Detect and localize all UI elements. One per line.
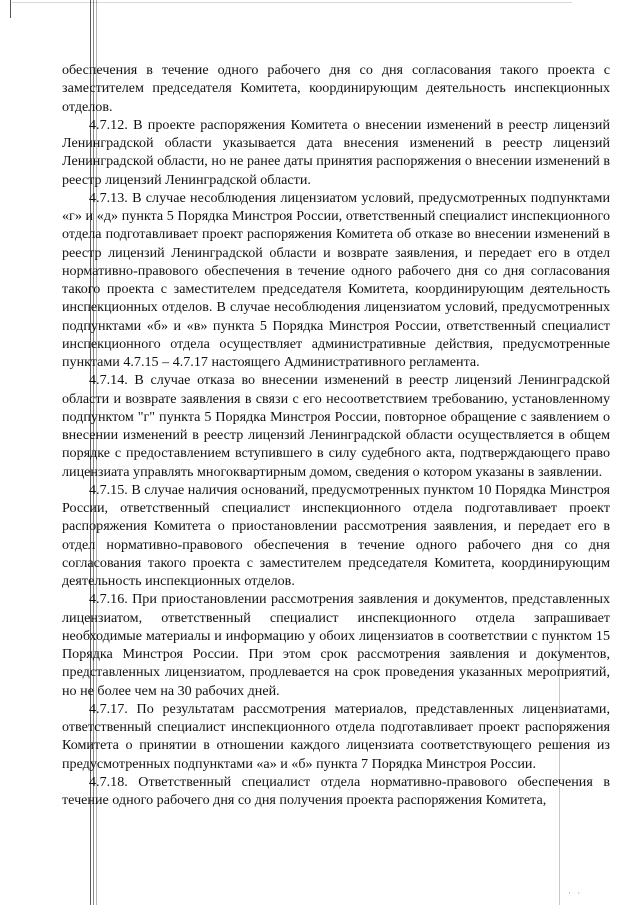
- document-body: [62, 61, 610, 809]
- paragraph-4-7-14: 4.7.14. В случае отказа во внесении изменений в реестр лицензий Ленинградской области и возврате заявления в связи с его несоответствием требованию, установленному подпунктом "г" пункта 5 Порядка Минстроя России, повторное обращение с заявлением о внесении изменений в реестр лицензий Ленинградской области осуществляется в общем порядке с предоставлением вступившего в силу судебного акта, подтверждающего право лицензиата управлять многоквартирным домом, сведения о котором указаны в заявлении.: [62, 372, 610, 480]
- scan-corner-noise: · ·: [568, 888, 583, 898]
- paragraph-4-7-13: 4.7.13. В случае несоблюдения лицензиатом условий, предусмотренных подпунктами «г» и «д» пункта 5 Порядка Минстроя России, ответственный специалист инспекционного отдела подготавливает проект распоряжения Комитета об отказе во внесении изменений в реестр лицензий Ленинградской области и возврате заявления, и передает его в отдел нормативно-правового обеспечения в течение одного рабочего дня со дня согласования такого проекта с заместителем председателя Комитета, координирующим деятельность инспекционных отделов. В случае несоблюдения лицензиатом условий, предусмотренных подпунктами «б» и «в» пункта 5 Порядка Минстроя России, ответственный специалист инспекционного отдела осуществляет административные действия, предусмотренные пунктами 4.7.15 – 4.7.17 настоящего Административного регламента.: [62, 189, 610, 370]
- paragraph-4-7-15: 4.7.15. В случае наличия оснований, предусмотренных пунктом 10 Порядка Минстроя России, ответственный специалист инспекционного отдела подготавливает проект распоряжения Комитета о приостановлении рассмотрения заявления, и передает его в отдел нормативно-правового обеспечения в течение одного рабочего дня со дня согласования такого проекта с заместителем председателя Комитета, координирующим деятельность инспекционных отделов.: [62, 481, 610, 589]
- paragraph-4-7-17: 4.7.17. По результатам рассмотрения материалов, представленных лицензиатами, ответственный специалист инспекционного отдела подготавливает проект распоряжения Комитета о принятии в отношении каждого лицензиата соответствующего решения из предусмотренных подпунктами «а» и «б» пункта 7 Порядка Минстроя России.: [62, 700, 610, 772]
- paragraph-4-7-18: 4.7.18. Ответственный специалист отдела нормативно-правового обеспечения в течение одного рабочего дня со дня получения проекта распоряжения Комитета,: [62, 773, 610, 808]
- paragraph-4-7-12: 4.7.12. В проекте распоряжения Комитета о внесении изменений в реестр лицензий Ленинградской области указывается дата внесения изменений в реестр лицензий Ленинградской области, но не ранее даты принятия распоряжения о внесении изменений в реестр лицензий Ленинградской области.: [62, 116, 610, 188]
- paragraph-4-7-16: 4.7.16. При приостановлении рассмотрения заявления и документов, представленных лицензиатом, ответственный специалист инспекционного отдела запрашивает необходимые материалы и информацию у обоих лицензиатов в соответствии с пунктом 15 Порядка Минстроя России. При этом срок рассмотрения заявления и документов, представленных лицензиатом, продлевается на срок проведения указанных мероприятий, но не более чем на 30 рабочих дней.: [62, 591, 610, 699]
- scan-edge-mark: [10, 0, 11, 18]
- paragraph-4-7-11-end: обеспечения в течение одного рабочего дня со дня согласования такого проекта с заместителем председателя Комитета, координирующим деятельность инспекционных отделов.: [62, 62, 610, 115]
